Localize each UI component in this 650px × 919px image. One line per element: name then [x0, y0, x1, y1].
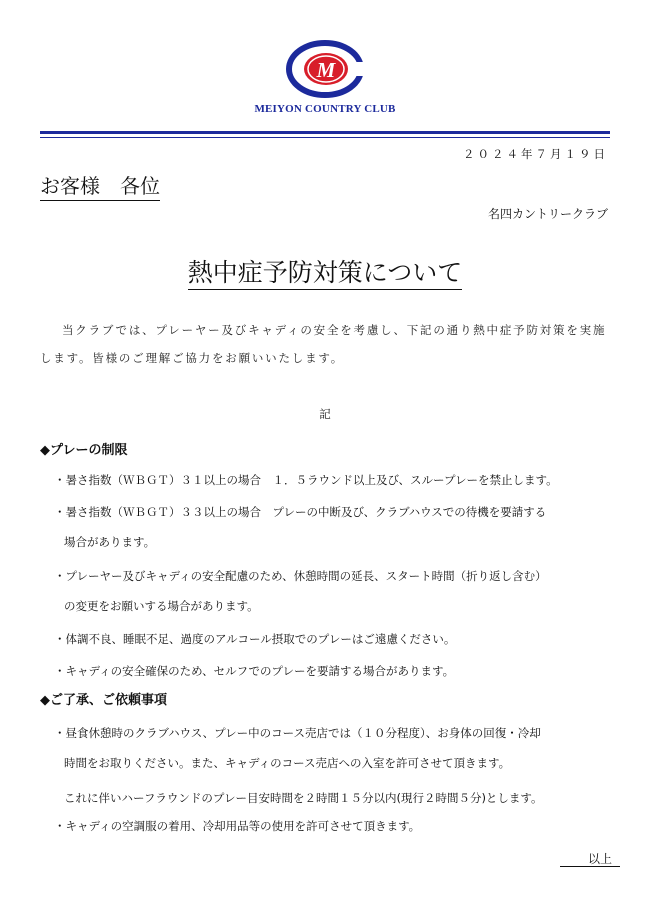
header-rule-thin	[40, 137, 610, 138]
title-text: 熱中症予防対策について	[188, 258, 463, 290]
section-heading-requests: ◆ご了承、ご依頼事項	[40, 693, 167, 708]
page-title	[0, 253, 650, 289]
list-item: ・暑さ指数（ＷＢＧＴ）３３以上の場合 プレーの中断及び、クラブハウスでの待機を要請する 場合があります。	[54, 505, 547, 549]
section-heading-restrictions: ◆プレーの制限	[40, 443, 128, 458]
logo-letter: M	[316, 58, 336, 82]
sender: 名四カントリークラブ	[487, 207, 608, 221]
note-text: これに伴いハーフラウンドのプレー目安時間を２時間１５分以内(現行２時間５分)とします。	[64, 791, 543, 805]
list-item: ・キャディの安全確保のため、セルフでのプレーを要請する場合があります。	[54, 664, 455, 678]
club-name: MEIYON COUNTRY CLUB	[254, 103, 396, 115]
recipient: お客様 各位	[40, 170, 160, 201]
intro-paragraph: 当クラブでは、プレーヤー及びキャディの安全を考慮し、下記の通り熱中症予防対策を実施します。皆様のご理解ご協力をお願いいたします。	[40, 323, 607, 365]
club-logo	[286, 40, 364, 98]
header-rule-thick	[40, 131, 610, 134]
list-item: ・昼食休憩時のクラブハウス、プレー中のコース売店では（１０分程度）、お身体の回復・冷却 時間をお取りください。また、キャディのコース売店への入室を許可させて頂きます。	[54, 726, 541, 770]
list-item: ・暑さ指数（ＷＢＧＴ）３１以上の場合 １．５ラウンド以上及び、スループレーを禁止します。	[54, 473, 558, 487]
closing-mark: 以上	[587, 852, 612, 866]
ki-marker: 記	[319, 407, 331, 421]
closing-underline	[560, 866, 620, 867]
letter-date: ２０２４年７月１９日	[463, 147, 608, 161]
list-item: ・キャディの空調服の着用、冷却用品等の使用を許可させて頂きます。	[54, 819, 421, 833]
list-item: ・体調不良、睡眠不足、過度のアルコール摂取でのプレーはご遠慮ください。	[54, 632, 456, 646]
list-item: ・プレーヤー及びキャディの安全配慮のため、休憩時間の延長、スタート時間（折り返し含む） の変更をお願いする場合があります。	[54, 569, 547, 613]
